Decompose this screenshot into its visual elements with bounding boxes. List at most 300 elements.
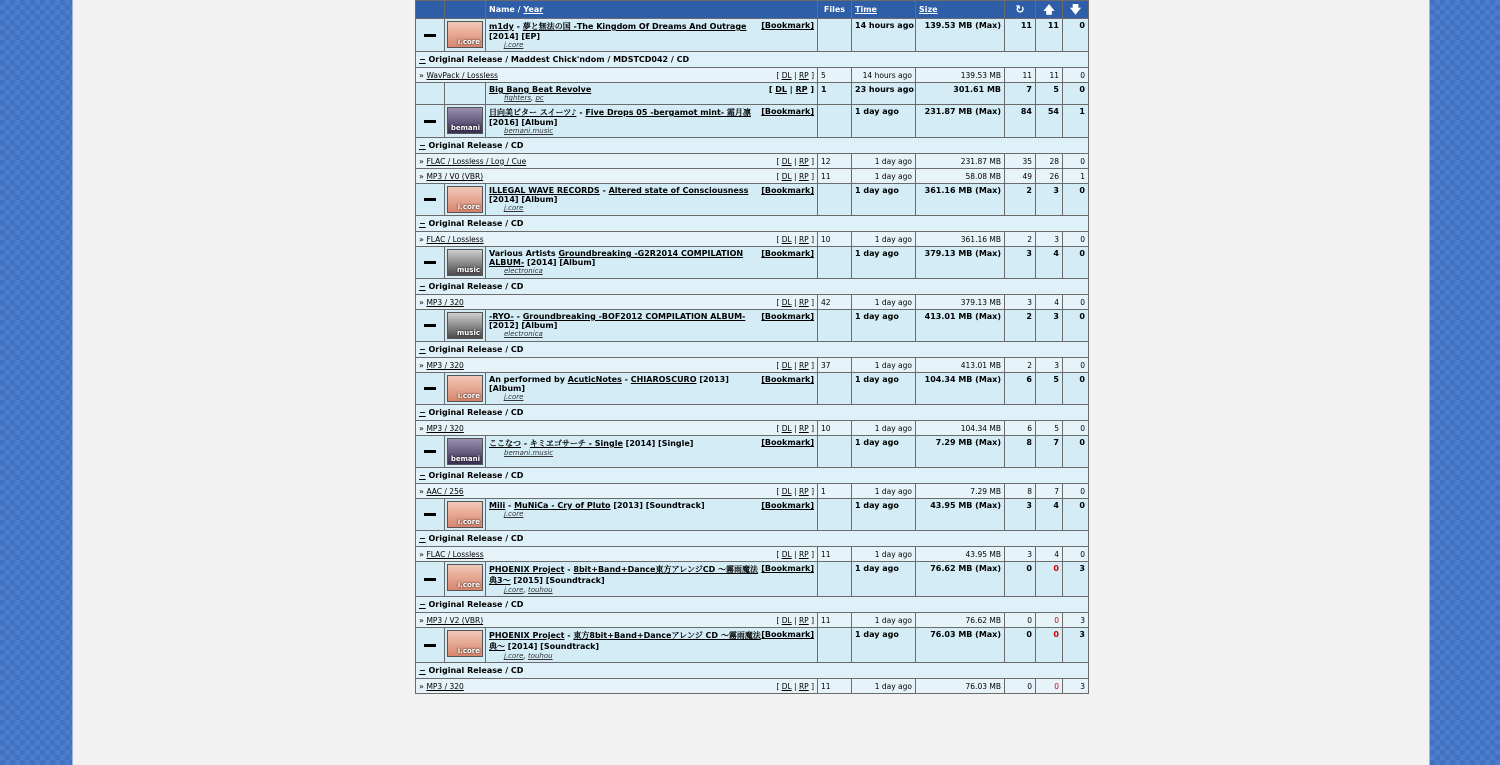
edition-row (416, 279, 1089, 295)
group-row (416, 83, 1089, 105)
file-snatched-cell: 2 (1005, 232, 1036, 247)
tag-link[interactable]: fighters (504, 94, 531, 102)
artist-link[interactable]: -RYO- (489, 312, 514, 321)
file-seeders-cell: 28 (1036, 154, 1063, 169)
format-link[interactable]: MP3 / 320 (426, 297, 464, 307)
report-link[interactable]: RP (798, 297, 809, 307)
format-link[interactable]: MP3 / 320 (426, 423, 464, 433)
cover-cell (445, 310, 486, 342)
file-format-cell (416, 358, 818, 373)
download-link[interactable]: DL (781, 297, 792, 307)
format-link[interactable]: FLAC / Lossless (426, 549, 484, 559)
file-size-cell: 361.16 MB (916, 232, 1005, 247)
group-title: ILLEGAL WAVE RECORDS - Altered state of Consciousness [2014] [Album] (489, 186, 749, 204)
tag-list (489, 330, 814, 338)
report-link[interactable]: RP (798, 615, 809, 625)
edition-toggle[interactable]: − (419, 534, 426, 543)
file-seeders-cell: 3 (1036, 358, 1063, 373)
format-link[interactable]: FLAC / Lossless / Log / Cue (426, 156, 527, 166)
cover-thumbnail[interactable] (447, 438, 483, 465)
file-format-cell (416, 613, 818, 628)
bookmark-link[interactable]: [Bookmark] (761, 21, 814, 30)
edition-label: Original Release / CD (428, 600, 524, 609)
cover-thumbnail[interactable] (447, 312, 483, 339)
tag-link[interactable]: electronica (504, 267, 543, 275)
tag-list (489, 267, 814, 275)
group-title-cell (486, 105, 818, 138)
artist-link[interactable]: PHOENIX Project (489, 631, 565, 640)
download-link[interactable]: DL (781, 156, 792, 166)
file-actions: [ DL | RP ] (776, 486, 814, 496)
collapse-dash-icon[interactable] (424, 578, 436, 581)
edition-row (416, 405, 1089, 421)
bookmark-link[interactable]: [Bookmark] (761, 564, 814, 573)
sort-snatched-button[interactable] (1005, 1, 1036, 19)
file-row (416, 169, 1089, 184)
file-size-cell: 379.13 MB (916, 295, 1005, 310)
file-size-cell: 58.08 MB (916, 169, 1005, 184)
seeders-cell: 5 (1036, 83, 1063, 105)
size-cell: 301.61 MB (916, 83, 1005, 105)
download-link[interactable]: DL (781, 70, 792, 80)
title-meta: [2014] [EP] (489, 32, 541, 41)
edition-toggle[interactable]: − (419, 471, 426, 480)
album-link[interactable]: Big Bang Beat Revolve (489, 85, 592, 94)
snatched-cell: 2 (1005, 310, 1036, 342)
group-title-cell (486, 373, 818, 405)
file-count-cell: 5 (818, 68, 852, 83)
edition-cell (416, 279, 1089, 295)
file-snatched-cell: 35 (1005, 154, 1036, 169)
file-count-cell: 11 (818, 169, 852, 184)
file-seeders-cell: 7 (1036, 484, 1063, 499)
group-title-cell (486, 247, 818, 279)
album-link[interactable]: Altered state of Consciousness (608, 186, 749, 195)
report-link[interactable]: RP (795, 85, 808, 94)
album-link[interactable]: MuNiCa - Cry of Pluto (514, 501, 611, 510)
arrow-up-icon: 🡅 (1043, 3, 1055, 16)
edition-toggle[interactable]: − (419, 219, 426, 228)
download-link[interactable]: DL (781, 171, 792, 181)
tag-list: fighters, pc (504, 94, 544, 102)
group-row (416, 247, 1089, 279)
collapse-dash-icon[interactable] (424, 261, 436, 264)
sort-year-link[interactable]: Year (523, 5, 544, 14)
format-link[interactable]: MP3 / 320 (426, 360, 464, 370)
cover-thumbnail[interactable] (447, 107, 483, 134)
group-title-cell (486, 83, 818, 105)
cover-thumbnail[interactable] (447, 564, 483, 591)
snatched-cell: 6 (1005, 373, 1036, 405)
bookmark-link[interactable]: [Bookmark] (761, 186, 814, 195)
leechers-cell: 3 (1063, 628, 1089, 663)
file-size-cell: 76.03 MB (916, 679, 1005, 694)
edition-cell (416, 597, 1089, 613)
cover-tag-label: i.core (457, 392, 480, 400)
file-seeders-cell: 4 (1036, 547, 1063, 562)
tag-link[interactable]: j.core (504, 393, 524, 401)
file-seeders-cell: 0 (1036, 613, 1063, 628)
files-cell (818, 499, 852, 531)
report-link[interactable]: RP (798, 70, 809, 80)
raquo-marker: » (419, 549, 427, 559)
size-cell: 413.01 MB (Max) (916, 310, 1005, 342)
file-actions: [ DL | RP ] (776, 297, 814, 307)
file-row (416, 295, 1089, 310)
file-format-cell (416, 232, 818, 247)
seeders-cell: 0 (1036, 628, 1063, 663)
file-actions: [ DL | RP ] (776, 156, 814, 166)
group-title-cell (486, 19, 818, 52)
group-toggle-cell[interactable] (416, 562, 445, 597)
album-link[interactable]: Five Drops 05 -bergamot mint- 霜月凛 (585, 108, 751, 117)
file-actions: [ DL | RP ] (776, 681, 814, 691)
title-meta: [2013] [Soundtrack] (613, 501, 705, 510)
cover-thumbnail[interactable] (447, 375, 483, 402)
seeders-cell: 11 (1036, 19, 1063, 52)
group-toggle-cell[interactable] (416, 499, 445, 531)
cover-cell (445, 105, 486, 138)
title-meta: [2014] [Album] (489, 195, 558, 204)
file-leechers-cell: 0 (1063, 154, 1089, 169)
file-leechers-cell: 0 (1063, 295, 1089, 310)
file-count-cell: 1 (818, 484, 852, 499)
album-link[interactable]: CHIAROSCURO (630, 375, 697, 384)
bookmark-link[interactable]: [Bookmark] (761, 312, 814, 321)
group-toggle-cell[interactable] (416, 184, 445, 216)
tag-list (489, 449, 814, 457)
file-seeders-cell: 26 (1036, 169, 1063, 184)
download-link[interactable]: DL (781, 234, 792, 244)
artist-link[interactable]: 日向美ビター スイーツ♪ (489, 108, 577, 117)
torrent-table (415, 0, 1089, 694)
file-time-cell: 1 day ago (852, 484, 916, 499)
collapse-dash-icon[interactable] (424, 513, 436, 516)
group-title-cell (486, 499, 818, 531)
report-link[interactable]: RP (798, 171, 809, 181)
collapse-dash-icon[interactable] (424, 450, 436, 453)
seeders-cell: 3 (1036, 184, 1063, 216)
file-row (416, 232, 1089, 247)
file-size-cell: 104.34 MB (916, 421, 1005, 436)
seeders-cell: 5 (1036, 373, 1063, 405)
raquo-marker: » (419, 297, 427, 307)
edition-toggle[interactable]: − (419, 666, 426, 675)
cover-cell (445, 373, 486, 405)
group-title-cell (486, 436, 818, 468)
artist-link[interactable]: m1dy (489, 22, 514, 31)
report-link[interactable]: RP (798, 360, 809, 370)
edition-row (416, 52, 1089, 68)
sort-time-link[interactable]: Time (855, 5, 877, 14)
format-link[interactable]: MP3 / V2 (VBR) (426, 615, 484, 625)
album-link[interactable]: 夢と無法の国 -The Kingdom Of Dreams And Outrage (522, 22, 747, 31)
size-cell: 361.16 MB (Max) (916, 184, 1005, 216)
cover-thumbnail[interactable] (447, 630, 483, 657)
snatched-cell: 84 (1005, 105, 1036, 138)
file-time-cell: 1 day ago (852, 613, 916, 628)
time-cell: 1 day ago (852, 373, 916, 405)
header-size-cell (916, 1, 1005, 19)
group-title: ここなつ - キミヱゴサーチ - Single [2014] [Single] (489, 439, 694, 448)
tag-link[interactable]: j.core (504, 652, 524, 660)
group-toggle-cell[interactable] (416, 436, 445, 468)
group-title-cell (486, 310, 818, 342)
edition-toggle[interactable]: − (419, 282, 426, 291)
file-snatched-cell: 0 (1005, 613, 1036, 628)
cover-cell (445, 436, 486, 468)
time-cell: 14 hours ago (852, 19, 916, 52)
files-cell (818, 628, 852, 663)
download-link[interactable]: DL (775, 85, 788, 94)
file-size-cell: 7.29 MB (916, 484, 1005, 499)
file-size-cell: 231.87 MB (916, 154, 1005, 169)
sort-size-link[interactable]: Size (919, 5, 938, 14)
edition-row (416, 138, 1089, 154)
group-title: Mili - MuNiCa - Cry of Pluto [2013] [Soundtrack] (489, 501, 705, 510)
snatched-cell: 0 (1005, 562, 1036, 597)
file-snatched-cell: 0 (1005, 679, 1036, 694)
files-cell (818, 310, 852, 342)
edition-toggle[interactable]: − (419, 600, 426, 609)
artist-link[interactable]: PHOENIX Project (489, 565, 565, 574)
collapse-dash-icon[interactable] (424, 34, 436, 37)
collapse-dash-icon[interactable] (424, 120, 436, 123)
file-leechers-cell: 0 (1063, 484, 1089, 499)
files-cell (818, 373, 852, 405)
tag-link[interactable]: j.core (504, 586, 524, 594)
file-time-cell: 1 day ago (852, 547, 916, 562)
file-size-cell: 76.62 MB (916, 613, 1005, 628)
file-count-cell: 12 (818, 154, 852, 169)
edition-toggle[interactable]: − (419, 55, 426, 64)
cover-tag-label: i.core (457, 647, 480, 655)
files-cell (818, 19, 852, 52)
file-row (416, 68, 1089, 83)
bookmark-link[interactable]: [Bookmark] (761, 501, 814, 510)
tag-list (489, 204, 814, 212)
tag-link[interactable]: j.core (504, 204, 524, 212)
artist-link[interactable]: ここなつ (489, 439, 521, 448)
tag-link[interactable]: bemani.music (504, 127, 554, 135)
file-seeders-cell: 11 (1036, 68, 1063, 83)
group-toggle-cell[interactable] (416, 373, 445, 405)
file-row (416, 358, 1089, 373)
collapse-dash-icon[interactable] (424, 198, 436, 201)
report-link[interactable]: RP (798, 423, 809, 433)
format-link[interactable]: FLAC / Lossless (426, 234, 484, 244)
download-link[interactable]: DL (781, 360, 792, 370)
file-snatched-cell: 2 (1005, 358, 1036, 373)
bookmark-link[interactable]: [Bookmark] (761, 438, 814, 447)
cover-thumbnail[interactable] (447, 501, 483, 528)
arrow-down-icon: 🡇 (1069, 3, 1082, 16)
size-cell: 139.53 MB (Max) (916, 19, 1005, 52)
file-count-cell: 11 (818, 547, 852, 562)
edition-cell (416, 531, 1089, 547)
collapse-dash-icon[interactable] (424, 644, 436, 647)
file-seeders-cell: 3 (1036, 232, 1063, 247)
group-title-cell (486, 184, 818, 216)
cover-thumbnail[interactable] (447, 186, 483, 213)
format-link[interactable]: MP3 / V0 (VBR) (426, 171, 484, 181)
file-actions: [ DL | RP ] (776, 360, 814, 370)
time-cell: 1 day ago (852, 310, 916, 342)
tag-link[interactable]: j.core (504, 41, 524, 49)
edition-label: Original Release / Maddest Chick'ndom / MDSTCD042 / CD (428, 55, 690, 64)
tag-link[interactable]: pc (535, 94, 544, 102)
group-toggle-cell[interactable] (416, 83, 445, 105)
file-leechers-cell: 0 (1063, 421, 1089, 436)
size-cell: 231.87 MB (Max) (916, 105, 1005, 138)
download-link[interactable]: DL (781, 486, 792, 496)
format-link[interactable]: MP3 / 320 (426, 681, 464, 691)
report-link[interactable]: RP (798, 681, 809, 691)
file-snatched-cell: 11 (1005, 68, 1036, 83)
album-link[interactable]: Groundbreaking -BOF2012 COMPILATION ALBUM- (522, 312, 746, 321)
seeders-cell: 7 (1036, 436, 1063, 468)
snatched-cell: 3 (1005, 499, 1036, 531)
file-seeders-cell: 4 (1036, 295, 1063, 310)
file-format-cell (416, 169, 818, 184)
file-snatched-cell: 8 (1005, 484, 1036, 499)
files-cell (818, 105, 852, 138)
bookmark-link[interactable]: [Bookmark] (761, 375, 814, 384)
artist-link[interactable]: ILLEGAL WAVE RECORDS (489, 186, 600, 195)
cover-tag-label: i.core (457, 581, 480, 589)
group-title: -RYO- - Groundbreaking -BOF2012 COMPILATION ALBUM- [2012] [Album] (489, 312, 746, 330)
leechers-cell: 0 (1063, 436, 1089, 468)
album-link[interactable]: キミヱゴサーチ - Single (529, 439, 623, 448)
report-link[interactable]: RP (798, 156, 809, 166)
collapse-dash-icon[interactable] (424, 324, 436, 327)
sort-seeders-button[interactable] (1036, 1, 1063, 19)
title-meta: [2015] [Soundtrack] (513, 576, 605, 585)
tag-link[interactable]: electronica (504, 330, 543, 338)
group-toggle-cell[interactable] (416, 310, 445, 342)
tag-link[interactable]: j.core (504, 510, 524, 518)
file-count-cell: 10 (818, 232, 852, 247)
cover-thumbnail[interactable] (447, 21, 483, 48)
format-link[interactable]: AAC / 256 (426, 486, 464, 496)
group-toggle-cell[interactable] (416, 105, 445, 138)
group-title (489, 249, 743, 267)
album-link[interactable]: 東方8bit+Band+Danceアレンジ CD ～霧雨魔法典～ (489, 631, 761, 651)
group-toggle-cell[interactable] (416, 628, 445, 663)
bookmark-link[interactable]: [Bookmark] (761, 630, 814, 639)
leechers-cell: 0 (1063, 184, 1089, 216)
cover-thumbnail[interactable] (447, 249, 483, 276)
edition-toggle[interactable]: − (419, 345, 426, 354)
download-link[interactable]: DL (781, 549, 792, 559)
group-title: PHOENIX Project - 8bit+Band+Dance東方アレンジCD ～霧雨魔法典3～ [2015] [Soundtrack] (489, 565, 759, 585)
time-cell: 1 day ago (852, 499, 916, 531)
leechers-cell: 0 (1063, 83, 1089, 105)
edition-toggle[interactable]: − (419, 408, 426, 417)
edition-label: Original Release / CD (428, 666, 524, 675)
file-time-cell: 1 day ago (852, 421, 916, 436)
size-cell: 7.29 MB (Max) (916, 436, 1005, 468)
snatched-cell: 8 (1005, 436, 1036, 468)
edition-label: Original Release / CD (428, 141, 524, 150)
cover-cell (445, 562, 486, 597)
artist-link[interactable]: Mili (489, 501, 506, 510)
download-link[interactable]: DL (781, 681, 792, 691)
group-row (416, 436, 1089, 468)
edition-cell (416, 405, 1089, 421)
cover-cell (445, 247, 486, 279)
format-link[interactable]: WavPack / Lossless (426, 70, 498, 80)
file-row (416, 679, 1089, 694)
header-toggle-cell (416, 1, 445, 19)
file-leechers-cell: 0 (1063, 547, 1089, 562)
group-title-cell (486, 562, 818, 597)
edition-row (416, 597, 1089, 613)
file-actions: [ DL | RP ] (776, 423, 814, 433)
file-count-cell: 10 (818, 421, 852, 436)
header-files: Files (818, 1, 852, 19)
raquo-marker: » (419, 423, 427, 433)
file-actions: [ DL | RP ] (776, 70, 814, 80)
file-format-cell (416, 68, 818, 83)
edition-cell (416, 468, 1089, 484)
album-link[interactable]: 8bit+Band+Dance東方アレンジCD ～霧雨魔法典3～ (489, 565, 759, 585)
size-cell: 104.34 MB (Max) (916, 373, 1005, 405)
file-size-cell: 139.53 MB (916, 68, 1005, 83)
time-cell: 1 day ago (852, 628, 916, 663)
file-snatched-cell: 49 (1005, 169, 1036, 184)
refresh-icon: ↻ (1015, 3, 1025, 16)
sort-leechers-button[interactable] (1063, 1, 1089, 19)
leechers-cell: 0 (1063, 373, 1089, 405)
group-title: m1dy - 夢と無法の国 -The Kingdom Of Dreams And Outrage [2014] [EP] (489, 22, 747, 41)
tag-link[interactable]: touhou (527, 586, 553, 594)
download-link[interactable]: DL (781, 423, 792, 433)
edition-cell (416, 216, 1089, 232)
album-link[interactable]: Groundbreaking -G2R2014 COMPILATION ALBUM- (489, 249, 744, 267)
cover-cell (445, 83, 486, 105)
header-cover-cell (445, 1, 486, 19)
collapse-dash-icon[interactable] (424, 387, 436, 390)
file-row (416, 484, 1089, 499)
file-leechers-cell: 0 (1063, 358, 1089, 373)
report-link[interactable]: RP (798, 549, 809, 559)
cover-tag-label: music (457, 329, 480, 337)
snatched-cell: 0 (1005, 628, 1036, 663)
file-format-cell (416, 421, 818, 436)
artist-link[interactable]: AcuticNotes (567, 375, 622, 384)
tag-link[interactable]: bemani.music (504, 449, 554, 457)
file-time-cell: 1 day ago (852, 169, 916, 184)
edition-toggle[interactable]: − (419, 141, 426, 150)
group-toggle-cell[interactable] (416, 247, 445, 279)
group-title (489, 85, 591, 94)
report-link[interactable]: RP (798, 234, 809, 244)
report-link[interactable]: RP (798, 486, 809, 496)
download-link[interactable]: DL (781, 615, 792, 625)
tag-link[interactable]: touhou (527, 652, 553, 660)
snatched-cell: 2 (1005, 184, 1036, 216)
file-actions: [ DL | RP ] (776, 549, 814, 559)
group-toggle-cell[interactable] (416, 19, 445, 52)
edition-row (416, 216, 1089, 232)
tag-list: j.core, touhou (504, 652, 553, 660)
bookmark-link[interactable]: [Bookmark] (761, 249, 814, 258)
bookmark-link[interactable]: [Bookmark] (761, 107, 814, 116)
time-cell: 1 day ago (852, 562, 916, 597)
table-header-row (416, 1, 1089, 19)
file-count-cell: 11 (818, 679, 852, 694)
